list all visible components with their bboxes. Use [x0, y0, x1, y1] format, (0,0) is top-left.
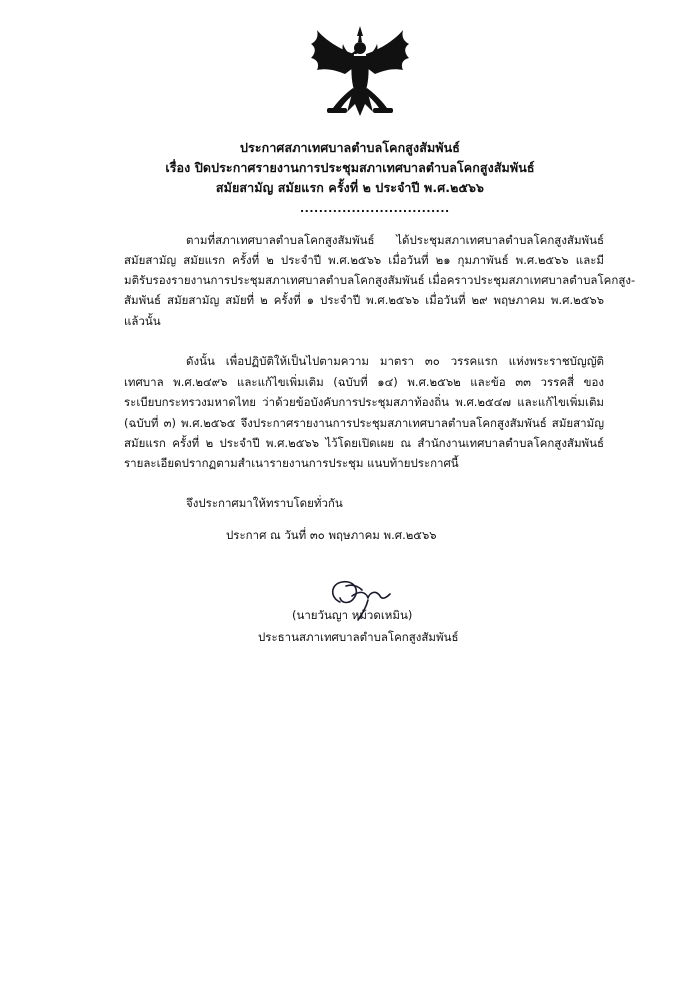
header-title: ประกาศสภาเทศบาลตำบลโคกสูงสัมพันธ์: [239, 140, 461, 155]
signatory-position: ประธานสภาเทศบาลตำบลโคกสูงสัมพันธ์: [258, 630, 459, 644]
paragraph1-line: มติรับรองรายงานการประชุมสภาเทศบาลตำบลโคกสูงสัมพันธ์ เมื่อคราวประชุมสภาเทศบาลตำบลโคกสูง-: [124, 273, 636, 287]
paragraph2-line: รายละเอียดปรากฏตามสำเนารายงานการประชุม แนบท้ายประกาศนี้: [124, 456, 459, 470]
paragraph2-line: ระเบียบกระทรวงมหาดไทย ว่าด้วยข้อบังคับการประชุมสภาท้องถิ่น พ.ศ.๒๕๔๗ และแก้ไขเพิ่มเติม: [124, 395, 604, 409]
header-session: สมัยสามัญ สมัยแรก ครั้งที่ ๒ ประจำปี พ.ศ.๒๕๖๖: [215, 180, 485, 195]
date-line: ประกาศ ณ วันที่ ๓๐ พฤษภาคม พ.ศ.๒๕๖๖: [226, 528, 437, 542]
paragraph2-line: (ฉบับที่ ๓) พ.ศ.๒๕๖๕ จึงประกาศรายงานการประชุมสภาเทศบาลตำบลโคกสูงสัมพันธ์ สมัยสามัญ: [124, 416, 604, 430]
closing-line: จึงประกาศมาให้ทราบโดยทั่วกัน: [186, 496, 343, 510]
paragraph2-line: ดังนั้น เพื่อปฏิบัติให้เป็นไปตามความ มาตรา ๓๐ วรรคแรก แห่งพระราชบัญญัติ: [186, 354, 604, 368]
signatory-name: (นายวันญา หม้วดเหมิน): [292, 608, 413, 622]
paragraph1-line: ตามที่สภาเทศบาลตำบลโคกสูงสัมพันธ์ ได้ประชุมสภาเทศบาลตำบลโคกสูงสัมพันธ์: [186, 233, 604, 247]
header-subject: เรื่อง ปิดประกาศรายงานการประชุมสภาเทศบาลตำบลโคกสูงสัมพันธ์: [165, 160, 535, 175]
paragraph1-line: สัมพันธ์ สมัยสามัญ สมัยที่ ๒ ครั้งที่ ๑ ประจำปี พ.ศ.๒๕๖๖ เมื่อวันที่ ๒๙ พฤษภาคม พ.ศ.๒๕๖๖: [124, 293, 604, 307]
paragraph1-line: แล้วนั้น: [124, 314, 161, 328]
header-divider: ................................: [300, 202, 450, 215]
paragraph2-line: เทศบาล พ.ศ.๒๔๙๖ และแก้ไขเพิ่มเติม (ฉบับที่ ๑๔) พ.ศ.๒๕๖๒ และข้อ ๓๓ วรรคสี่ ของ: [124, 375, 604, 389]
paragraph2-line: สมัยแรก ครั้งที่ ๒ ประจำปี พ.ศ.๒๕๖๖ ไว้โดยเปิดเผย ณ สำนักงานเทศบาลตำบลโคกสูงสัมพันธ์: [124, 436, 604, 450]
garuda-emblem-icon: [307, 24, 413, 120]
paragraph1-line: สมัยสามัญ สมัยแรก ครั้งที่ ๒ ประจำปี พ.ศ.๒๕๖๖ เมื่อวันที่ ๒๑ กุมภาพันธ์ พ.ศ.๒๕๖๖ และมี: [124, 253, 604, 267]
